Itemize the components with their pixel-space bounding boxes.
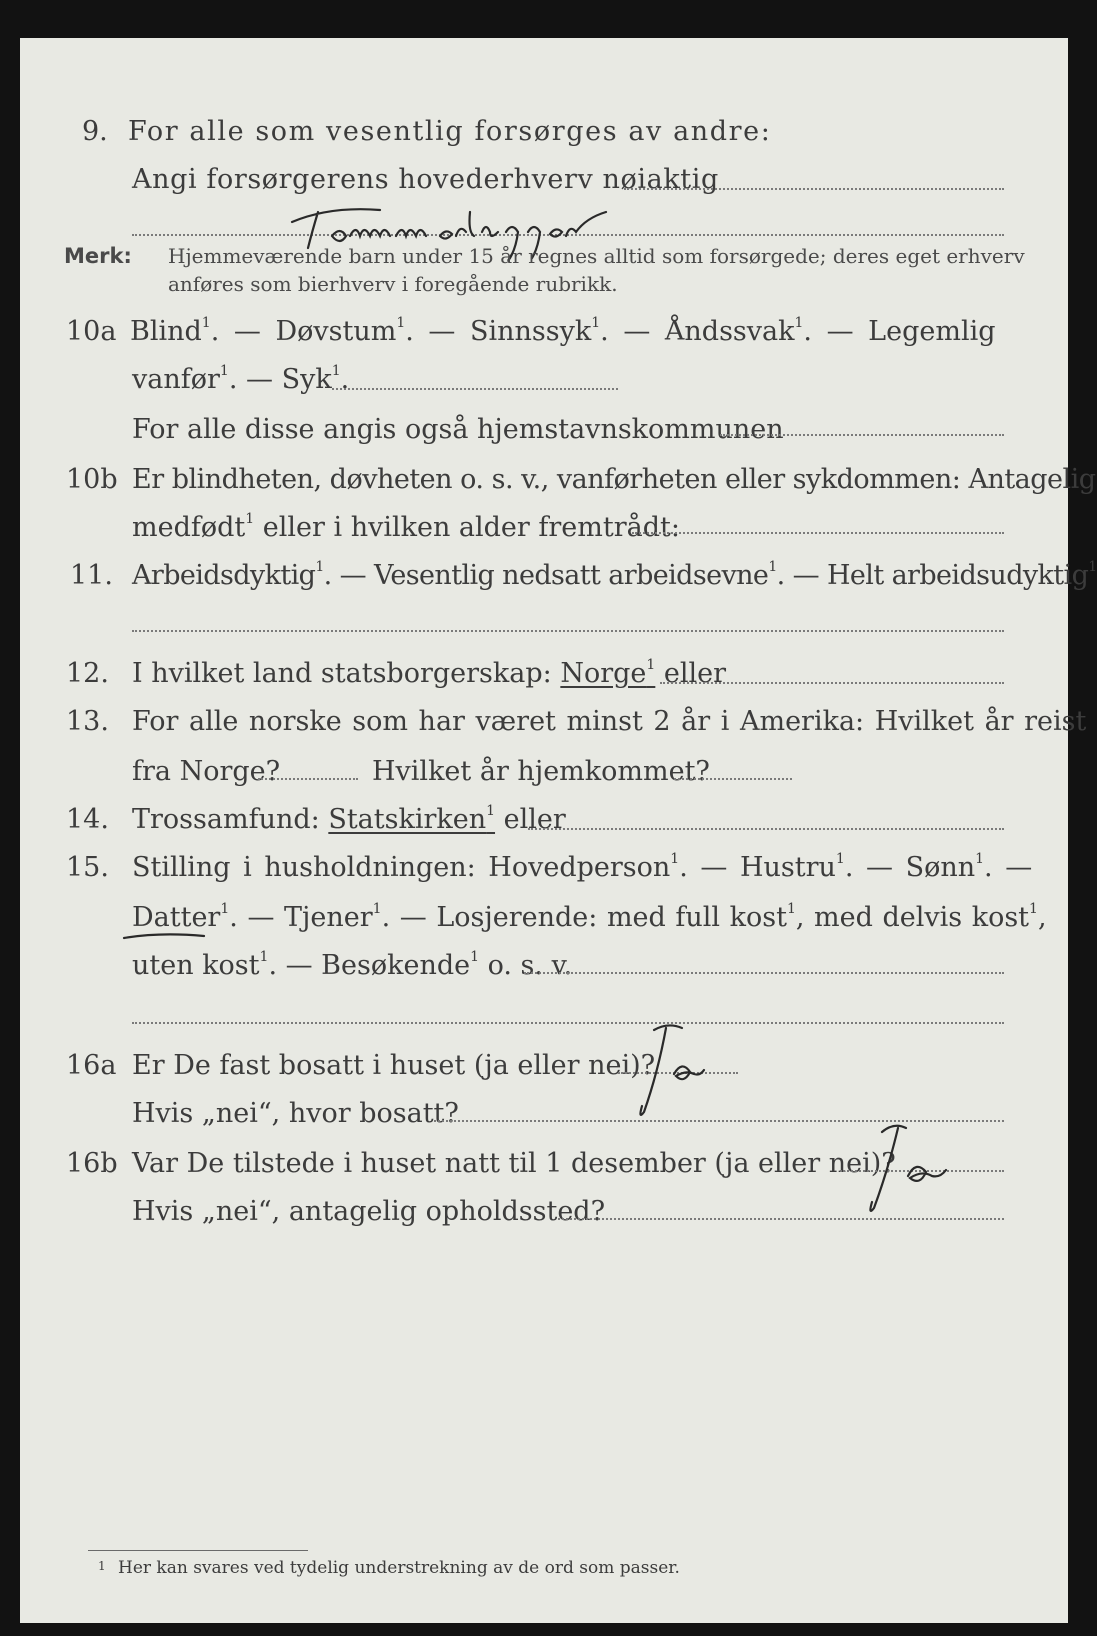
q10b-line2: medfødt$^1$ eller i hvilken alder fremtrådt: xyxy=(132,511,680,543)
q13-hjemkommet-dotline xyxy=(674,778,792,780)
q15-datter-marked: Datter$^1$. xyxy=(132,901,238,933)
q15-number: 15. xyxy=(66,852,109,883)
q11-dotline xyxy=(132,630,1004,632)
q12-line xyxy=(132,657,727,689)
q14-text: Trossamfund: xyxy=(132,804,320,835)
q10b-dotline xyxy=(632,532,1004,534)
q10a-line3: For alle disse angis også hjemstavnskommunen xyxy=(132,414,784,445)
q16b-handwritten-answer xyxy=(838,1110,968,1220)
q10b-line1: Er blindheten, døvheten o. s. v., vanførheten eller sykdommen: Antagelig xyxy=(132,464,1096,495)
q10b-number: 10b xyxy=(66,464,118,495)
merk-line2: anføres som bierhverv i foregående rubrikk. xyxy=(168,272,618,296)
q14-number: 14. xyxy=(66,804,109,835)
q15-datter-handwritten-underline xyxy=(120,930,210,944)
footnote-mark: 1 xyxy=(98,1559,106,1573)
q14-line xyxy=(132,803,566,835)
q10a-number: 10a xyxy=(66,316,117,347)
q16a-number: 16a xyxy=(66,1050,117,1081)
q10a-syk-dotline xyxy=(332,388,618,390)
q11-number: 11. xyxy=(70,560,113,591)
q13-line2a: fra Norge? xyxy=(132,756,281,787)
merk-label: Merk: xyxy=(64,244,132,268)
q14-dotline xyxy=(528,828,1004,830)
q13-reist-dotline xyxy=(258,778,358,780)
q14-eller: eller xyxy=(503,804,566,835)
merk-line1: Hjemmeværende barn under 15 år regnes alltid som forsørgede; deres eget erhverv xyxy=(168,244,1025,268)
q12-text: I hvilket land statsborgerskap: xyxy=(132,658,552,689)
q16b-opholdssted-dotline xyxy=(558,1218,1004,1220)
q10a-hjemstavn-dotline xyxy=(720,434,1004,436)
q13-number: 13. xyxy=(66,706,109,737)
q15-dotline-2 xyxy=(132,1022,1004,1024)
q9-question-line2: Angi forsørgerens hovederhverv nøiaktig xyxy=(132,164,719,195)
q16b-number: 16b xyxy=(66,1148,118,1179)
q15-line2: Datter$^1$. — Tjener$^1$. — Losjerende: med full kost$^1$, med delvis kost$^1$, xyxy=(132,901,1047,933)
q9-number: 9. xyxy=(82,116,108,147)
q16a-handwritten-answer xyxy=(614,1016,724,1126)
census-form-page xyxy=(20,38,1097,1623)
q15-line1: Stilling i husholdningen: Hovedperson$^1$. — Hustru$^1$. — Sønn$^1$. — xyxy=(132,851,1033,883)
q14-statskirken-underlined: Statskirken$^1$ xyxy=(328,803,496,835)
q10a-line1: Blind$^1$. — Døvstum$^1$. — Sinnssyk$^1$. — Åndssvak$^1$. — Legemlig xyxy=(130,315,996,347)
q10a-line2: vanfør$^1$. — Syk$^1$. xyxy=(132,363,350,395)
q13-line2b: Hvilket år hjemkommet? xyxy=(372,756,710,787)
q12-dotline xyxy=(660,682,1004,684)
footnote-rule xyxy=(88,1550,308,1551)
q16a-line2: Hvis „nei“, hvor bosatt? xyxy=(132,1098,459,1129)
q15-dotline xyxy=(524,972,1004,974)
q13-line1: For alle norske som har været minst 2 år i Amerika: Hvilket år reist xyxy=(132,706,1087,737)
q16b-line1: Var De tilstede i huset natt til 1 desember (ja eller nei)? xyxy=(132,1148,896,1179)
q12-norge-underlined: Norge$^1$ xyxy=(560,657,656,689)
q15-line3: uten kost$^1$. — Besøkende$^1$ o. s. v. xyxy=(132,949,573,981)
q12-number: 12. xyxy=(66,658,109,689)
q16b-line2: Hvis „nei“, antagelig opholdssted? xyxy=(132,1196,606,1227)
footnote-text: Her kan svares ved tydelig understrekning av de ord som passer. xyxy=(118,1558,680,1578)
q9-question-line1: For alle som vesentlig forsørges av andre: xyxy=(128,116,772,147)
q11-line1: Arbeidsdyktig$^1$. — Vesentlig nedsatt arbeidsevne$^1$. — Helt arbeidsudyktig$^1$ xyxy=(132,559,1097,591)
q16a-line1: Er De fast bosatt i huset (ja eller nei)? xyxy=(132,1050,656,1081)
q12-eller: eller xyxy=(663,658,727,689)
